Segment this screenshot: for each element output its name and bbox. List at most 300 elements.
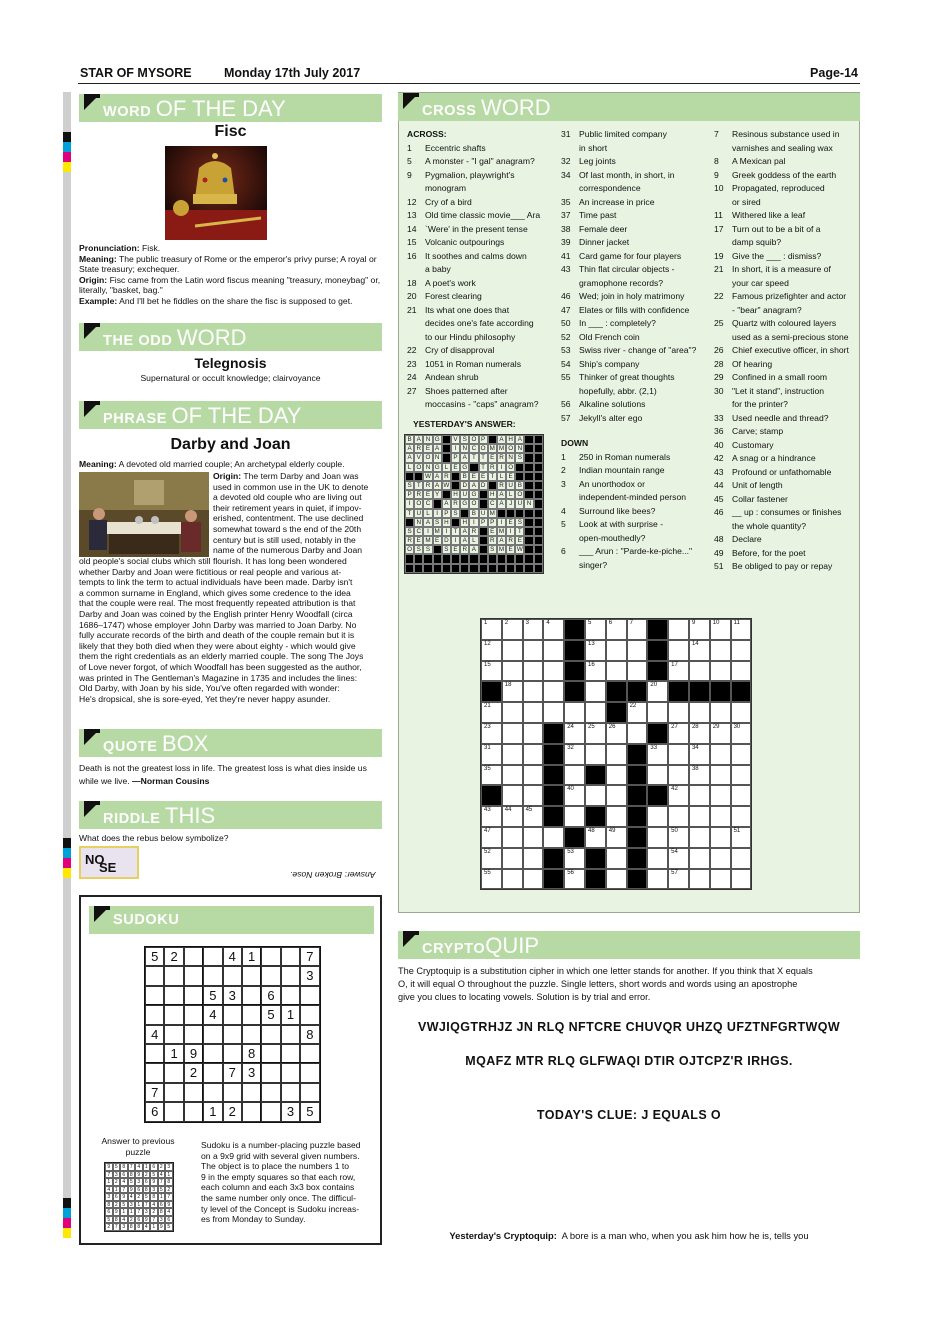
crossword-cell[interactable] (585, 827, 606, 848)
sudoku-cell[interactable] (261, 1025, 280, 1044)
answer-letter: E (423, 444, 432, 453)
crossword-cell[interactable] (689, 661, 710, 682)
crossword-cell[interactable] (647, 827, 668, 848)
crossword-cell[interactable] (710, 661, 731, 682)
crossword-cell[interactable] (627, 661, 648, 682)
sudoku-cell[interactable]: 2 (223, 1102, 242, 1121)
clue-item (407, 398, 557, 412)
crossword-cell[interactable] (543, 827, 564, 848)
sudoku-cell[interactable] (261, 1044, 280, 1063)
crossword-cell[interactable] (481, 640, 502, 661)
clue-text: independent-minded person (579, 492, 687, 502)
sudoku-cell[interactable]: 3 (223, 986, 242, 1005)
answer-block (451, 564, 460, 573)
crossword-cell[interactable] (731, 785, 752, 806)
odd-word-banner: THE ODD WORD (79, 323, 382, 351)
answer-letter: L (405, 463, 414, 472)
crossword-cell[interactable] (606, 848, 627, 869)
sudoku-cell[interactable] (300, 1044, 319, 1063)
answer-letter: I (497, 518, 506, 527)
sudoku-cell[interactable] (242, 1025, 261, 1044)
crossword-cell[interactable] (523, 681, 544, 702)
crossword-cell[interactable] (606, 640, 627, 661)
sudoku-cell[interactable] (261, 966, 280, 985)
sudoku-cell[interactable] (300, 1005, 319, 1024)
sudoku-cell[interactable] (242, 1083, 261, 1102)
crossword-cell[interactable] (710, 765, 731, 786)
crossword-cell[interactable] (523, 744, 544, 765)
crossword-cell[interactable] (731, 661, 752, 682)
sudoku-cell[interactable] (281, 986, 300, 1005)
crossword-cell[interactable] (502, 702, 523, 723)
clue-text: Of last month, in short, in (579, 169, 675, 180)
answer-letter: A (460, 453, 469, 462)
crossword-cell[interactable] (502, 869, 523, 890)
crossword-cell[interactable] (564, 702, 585, 723)
clue-item (561, 196, 711, 210)
crossword-cell[interactable] (543, 702, 564, 723)
sudoku-answer-label: Answer to previous puzzle (101, 1136, 175, 1157)
crossword-cell[interactable] (564, 765, 585, 786)
crossword-cell[interactable] (731, 848, 752, 869)
crossword-cell[interactable] (647, 702, 668, 723)
sudoku-cell[interactable]: 9 (184, 1044, 203, 1063)
answer-block (414, 554, 423, 563)
sudoku-cell[interactable] (145, 1063, 164, 1082)
answer-letter: R (414, 490, 423, 499)
crossword-cell[interactable] (689, 827, 710, 848)
sudoku-cell[interactable]: 7 (145, 1083, 164, 1102)
crossword-cell[interactable] (668, 785, 689, 806)
crossword-cell[interactable] (689, 702, 710, 723)
sudoku-cell[interactable]: 1 (281, 1005, 300, 1024)
clue-text: used as a semi-precious stone (732, 331, 849, 342)
crossword-cell[interactable] (481, 702, 502, 723)
clue-number: 21 (714, 264, 724, 274)
sudoku-cell[interactable] (184, 1083, 203, 1102)
crossword-cell[interactable] (585, 661, 606, 682)
crossword-cell[interactable] (731, 640, 752, 661)
answer-letter: R (423, 481, 432, 490)
crossword-cell[interactable] (481, 619, 502, 640)
answer-letter: N (414, 518, 423, 527)
clue-text: A snag or a hindrance (732, 453, 816, 463)
sudoku-cell[interactable]: 4 (203, 1005, 222, 1024)
clue-number: 8 (714, 156, 719, 166)
clue-text: Turn out to be a bit of a (732, 223, 821, 234)
crossword-cell[interactable] (710, 848, 731, 869)
crossword-cell[interactable] (731, 806, 752, 827)
crossword-cell[interactable] (606, 827, 627, 848)
crossword-cell[interactable] (481, 744, 502, 765)
crossword-cell[interactable] (523, 827, 544, 848)
answer-letter: V (451, 435, 460, 444)
crossword-cell[interactable] (668, 848, 689, 869)
crossword-cell[interactable] (647, 765, 668, 786)
answer-letter: Y (433, 490, 442, 499)
sudoku-cell[interactable] (223, 1044, 242, 1063)
crossword-block (647, 640, 668, 661)
answer-letter: N (506, 453, 515, 462)
sudoku-cell[interactable]: 2 (184, 1063, 203, 1082)
sudoku-cell[interactable] (223, 1083, 242, 1102)
crossword-cell[interactable] (543, 681, 564, 702)
clue-item (714, 520, 860, 534)
sudoku-cell[interactable] (164, 1063, 183, 1082)
sudoku-cell[interactable]: 8 (300, 1025, 319, 1044)
crossword-cell[interactable] (502, 765, 523, 786)
sudoku-cell[interactable] (164, 986, 183, 1005)
crossword-cell[interactable] (523, 765, 544, 786)
crossword-block (585, 765, 606, 786)
answer-letter: S (414, 545, 423, 554)
crossword-cell[interactable] (689, 744, 710, 765)
crossword-cell[interactable] (502, 744, 523, 765)
sudoku-cell[interactable]: 3 (300, 966, 319, 985)
crossword-cell[interactable] (523, 640, 544, 661)
crossword-cell[interactable] (523, 785, 544, 806)
sudoku-cell[interactable] (242, 966, 261, 985)
answer-block (524, 453, 533, 462)
crossword-cell[interactable] (710, 723, 731, 744)
answer-letter: N (423, 463, 432, 472)
crossword-cell[interactable] (564, 785, 585, 806)
clue-number: 34 (561, 169, 571, 180)
sudoku-cell[interactable] (203, 1063, 222, 1082)
answer-letter: T (414, 481, 423, 490)
answer-block (442, 435, 451, 444)
answer-letter: T (451, 527, 460, 536)
crossword-cell[interactable] (731, 619, 752, 640)
clue-text: Thinker of great thoughts (579, 372, 675, 382)
answer-block (479, 564, 488, 573)
sudoku-cell[interactable] (145, 986, 164, 1005)
sudoku-cell[interactable] (281, 1044, 300, 1063)
sudoku-cell[interactable]: 5 (203, 986, 222, 1005)
sudoku-cell[interactable] (145, 966, 164, 985)
sudoku-cell[interactable] (261, 1102, 280, 1121)
crossword-cell[interactable] (710, 702, 731, 723)
crossword-cell[interactable] (502, 827, 523, 848)
crossword-cell[interactable] (606, 869, 627, 890)
answer-letter: R (488, 463, 497, 472)
sudoku-cell[interactable] (242, 1102, 261, 1121)
sudoku-cell[interactable]: 6 (261, 986, 280, 1005)
crossword-cell[interactable] (502, 681, 523, 702)
cryptoquip-intro: The Cryptoquip is a substitution cipher in which one letter stands for another. If you think that X equals O, it will equal O throughout the puzzle. Single letters, short words and words using an apostrophe give you clues to locating vowels. Solution is by trial and error. (398, 966, 813, 1002)
crossword-cell[interactable] (481, 848, 502, 869)
sudoku-cell[interactable] (281, 947, 300, 966)
answer-letter: O (506, 444, 515, 453)
crossword-cell[interactable] (523, 702, 544, 723)
sudoku-cell[interactable] (184, 1025, 203, 1044)
crossword-cell[interactable] (585, 640, 606, 661)
sudoku-cell[interactable] (203, 947, 222, 966)
crossword-cell[interactable] (543, 661, 564, 682)
cell-number: 44 (504, 807, 512, 814)
sudoku-cell[interactable] (184, 1005, 203, 1024)
clue-number: 35 (561, 196, 571, 207)
sudoku-cell[interactable] (184, 947, 203, 966)
crossword-cell[interactable] (731, 827, 752, 848)
sudoku-cell[interactable] (281, 1063, 300, 1082)
crossword-cell[interactable] (668, 806, 689, 827)
sudoku-cell[interactable] (242, 1005, 261, 1024)
cell-number: 34 (691, 744, 699, 751)
sudoku-cell[interactable]: 8 (242, 1044, 261, 1063)
sudoku-cell[interactable] (145, 1005, 164, 1024)
crossword-cell[interactable] (502, 619, 523, 640)
sudoku-cell[interactable] (281, 966, 300, 985)
sudoku-cell[interactable] (164, 1005, 183, 1024)
answer-letter: G (460, 499, 469, 508)
answer-letter: R (469, 527, 478, 536)
word-of-day-headword: Fisc (214, 123, 247, 140)
crossword-cell[interactable] (585, 619, 606, 640)
crossword-cell[interactable] (606, 765, 627, 786)
sudoku-cell[interactable]: 1 (242, 947, 261, 966)
sudoku-cell[interactable]: 1 (164, 1044, 183, 1063)
crossword-cell[interactable] (710, 806, 731, 827)
clue-text: Cry of a bird (425, 196, 472, 207)
answer-cell: 7 (120, 1186, 128, 1194)
crossword-cell[interactable] (481, 806, 502, 827)
crossword-cell[interactable] (710, 619, 731, 640)
crossword-cell[interactable] (668, 702, 689, 723)
clue-text: a baby (425, 264, 451, 274)
crossword-cell[interactable] (731, 723, 752, 744)
clue-text: Declare (732, 534, 762, 544)
sudoku-cell[interactable]: 3 (242, 1063, 261, 1082)
crossword-cell[interactable] (502, 661, 523, 682)
clue-item (407, 250, 557, 264)
answer-block (488, 481, 497, 490)
sudoku-cell[interactable] (145, 1044, 164, 1063)
sudoku-cell[interactable] (203, 1044, 222, 1063)
sudoku-cell[interactable] (184, 986, 203, 1005)
crossword-cell[interactable] (543, 619, 564, 640)
crossword-cell[interactable] (710, 744, 731, 765)
crossword-cell[interactable] (502, 640, 523, 661)
crossword-cell[interactable] (668, 765, 689, 786)
crossword-cell[interactable] (647, 806, 668, 827)
crossword-cell[interactable] (606, 661, 627, 682)
answer-cell: 4 (143, 1223, 151, 1231)
crossword-cell[interactable] (606, 723, 627, 744)
crossword-cell[interactable] (647, 848, 668, 869)
sudoku-cell[interactable] (164, 1025, 183, 1044)
crossword-cell[interactable] (627, 619, 648, 640)
clue-text: A monster - "I gal" anagram? (425, 156, 535, 166)
rebus-box (79, 846, 139, 879)
clue-text: Look at with surprise - (579, 519, 664, 529)
clue-text: Card game for four players (579, 250, 682, 261)
answer-cell: 8 (128, 1223, 136, 1231)
answer-block (479, 499, 488, 508)
sudoku-cell[interactable] (281, 1025, 300, 1044)
sudoku-cell[interactable] (261, 1063, 280, 1082)
sudoku-cell[interactable] (261, 947, 280, 966)
crossword-cell[interactable] (606, 619, 627, 640)
crossword-cell[interactable] (543, 640, 564, 661)
sudoku-cell[interactable] (261, 1083, 280, 1102)
crossword-cell[interactable] (481, 827, 502, 848)
crossword-cell[interactable] (606, 744, 627, 765)
crossword-cell[interactable] (668, 619, 689, 640)
sudoku-cell[interactable] (164, 1083, 183, 1102)
answer-cell: 4 (150, 1201, 158, 1209)
sudoku-cell[interactable]: 5 (261, 1005, 280, 1024)
sudoku-cell[interactable] (300, 1063, 319, 1082)
sudoku-cell[interactable] (223, 966, 242, 985)
crossword-cell[interactable] (710, 785, 731, 806)
crossword-cell[interactable] (585, 723, 606, 744)
crossword-cell[interactable] (689, 848, 710, 869)
answer-block (451, 481, 460, 490)
sudoku-cell[interactable]: 2 (164, 947, 183, 966)
crossword-cell[interactable] (502, 785, 523, 806)
crossword-cell[interactable] (481, 661, 502, 682)
crossword-cell[interactable] (710, 827, 731, 848)
crossword-cell[interactable] (689, 785, 710, 806)
clue-text: Volcanic outpourings (425, 237, 505, 247)
sudoku-cell[interactable]: 1 (203, 1102, 222, 1121)
crossword-cell[interactable] (523, 723, 544, 744)
crossword-block (668, 681, 689, 702)
sudoku-cell[interactable] (203, 966, 222, 985)
crossword-cell[interactable] (585, 681, 606, 702)
sudoku-cell[interactable] (223, 1005, 242, 1024)
answer-cell: 3 (150, 1186, 158, 1194)
crossword-block (585, 806, 606, 827)
crossword-cell[interactable] (627, 640, 648, 661)
clue-number: 25 (714, 318, 724, 328)
sudoku-cell[interactable] (203, 1025, 222, 1044)
crossword-cell[interactable] (564, 806, 585, 827)
crossword-cell[interactable] (668, 827, 689, 848)
sudoku-cell[interactable]: 7 (300, 947, 319, 966)
crossword-cell[interactable] (564, 744, 585, 765)
crossword-cell[interactable] (689, 869, 710, 890)
sudoku-cell[interactable] (281, 1083, 300, 1102)
crossword-cell[interactable] (564, 848, 585, 869)
crossword-cell[interactable] (731, 744, 752, 765)
crossword-cell[interactable] (523, 619, 544, 640)
crossword-cell[interactable] (606, 785, 627, 806)
sudoku-cell[interactable] (164, 966, 183, 985)
answer-block (524, 435, 533, 444)
crossword-cell[interactable] (668, 640, 689, 661)
crossword-cell[interactable] (523, 661, 544, 682)
clue-item (714, 412, 860, 426)
sudoku-cell[interactable]: 4 (223, 947, 242, 966)
sudoku-cell[interactable]: 5 (145, 947, 164, 966)
crossword-grid[interactable] (480, 618, 752, 890)
sudoku-cell[interactable] (242, 986, 261, 1005)
crossword-cell[interactable] (689, 806, 710, 827)
crossword-cell[interactable] (481, 723, 502, 744)
sudoku-cell[interactable] (300, 986, 319, 1005)
crossword-cell[interactable] (502, 723, 523, 744)
crossword-cell[interactable] (585, 702, 606, 723)
crossword-cell[interactable] (731, 869, 752, 890)
crossword-block (543, 785, 564, 806)
clue-text: Cry of disapproval (425, 345, 495, 355)
crossword-cell[interactable] (647, 681, 668, 702)
clue-text: Resinous substance used in (732, 129, 840, 139)
crossword-cell[interactable] (523, 848, 544, 869)
crossword-cell[interactable] (689, 723, 710, 744)
sudoku-cell[interactable] (203, 1083, 222, 1102)
answer-letter: I (423, 527, 432, 536)
answer-block (534, 518, 543, 527)
crossword-cell[interactable] (668, 661, 689, 682)
answer-block (488, 564, 497, 573)
crossword-cell[interactable] (710, 869, 731, 890)
crossword-cell[interactable] (647, 869, 668, 890)
crossword-cell[interactable] (668, 723, 689, 744)
crossword-cell[interactable] (627, 723, 648, 744)
sudoku-cell[interactable] (300, 1083, 319, 1102)
crossword-cell[interactable] (564, 723, 585, 744)
crossword-cell[interactable] (647, 744, 668, 765)
clue-item (714, 169, 860, 183)
clue-item (714, 263, 860, 277)
sudoku-banner: SUDOKU (89, 906, 374, 934)
clue-text: hopefully, abbr. (2,1) (579, 385, 657, 396)
crossword-cell[interactable] (523, 806, 544, 827)
crossword-cell[interactable] (502, 848, 523, 869)
crossword-cell[interactable] (585, 744, 606, 765)
crossword-cell[interactable] (689, 619, 710, 640)
sudoku-cell[interactable] (223, 1025, 242, 1044)
crossword-cell[interactable] (606, 806, 627, 827)
clue-number: 23 (407, 358, 417, 369)
sudoku-cell[interactable]: 5 (300, 1102, 319, 1121)
answer-cell: 8 (105, 1201, 113, 1209)
sudoku-cell[interactable] (184, 966, 203, 985)
crossword-cell[interactable] (627, 702, 648, 723)
crossword-cell[interactable] (585, 785, 606, 806)
answer-block (451, 472, 460, 481)
crossword-cell[interactable] (668, 744, 689, 765)
crossword-cell[interactable] (731, 765, 752, 786)
sudoku-cell[interactable] (184, 1102, 203, 1121)
crossword-cell[interactable] (689, 640, 710, 661)
sudoku-cell[interactable]: 4 (145, 1025, 164, 1044)
crossword-cell[interactable] (481, 869, 502, 890)
cell-number: 49 (608, 827, 616, 834)
crossword-cell[interactable] (481, 765, 502, 786)
cryptoquip-clue: TODAY'S CLUE: J EQUALS O (536, 1108, 722, 1122)
sudoku-cell[interactable]: 7 (223, 1063, 242, 1082)
crossword-cell[interactable] (689, 765, 710, 786)
clue-text: Thin flat circular objects - (579, 264, 675, 274)
answer-cell: 2 (143, 1171, 151, 1179)
clue-text: damp squib? (732, 237, 782, 247)
crossword-cell[interactable] (668, 869, 689, 890)
crossword-cell[interactable] (523, 869, 544, 890)
sudoku-cell[interactable]: 3 (281, 1102, 300, 1121)
sudoku-cell[interactable] (164, 1102, 183, 1121)
sudoku-cell[interactable]: 6 (145, 1102, 164, 1121)
crossword-cell[interactable] (710, 640, 731, 661)
crossword-cell[interactable] (731, 702, 752, 723)
cell-number: 1 (484, 620, 488, 626)
clue-number: 21 (407, 304, 417, 315)
crossword-cell[interactable] (502, 806, 523, 827)
crossword-cell[interactable] (564, 869, 585, 890)
